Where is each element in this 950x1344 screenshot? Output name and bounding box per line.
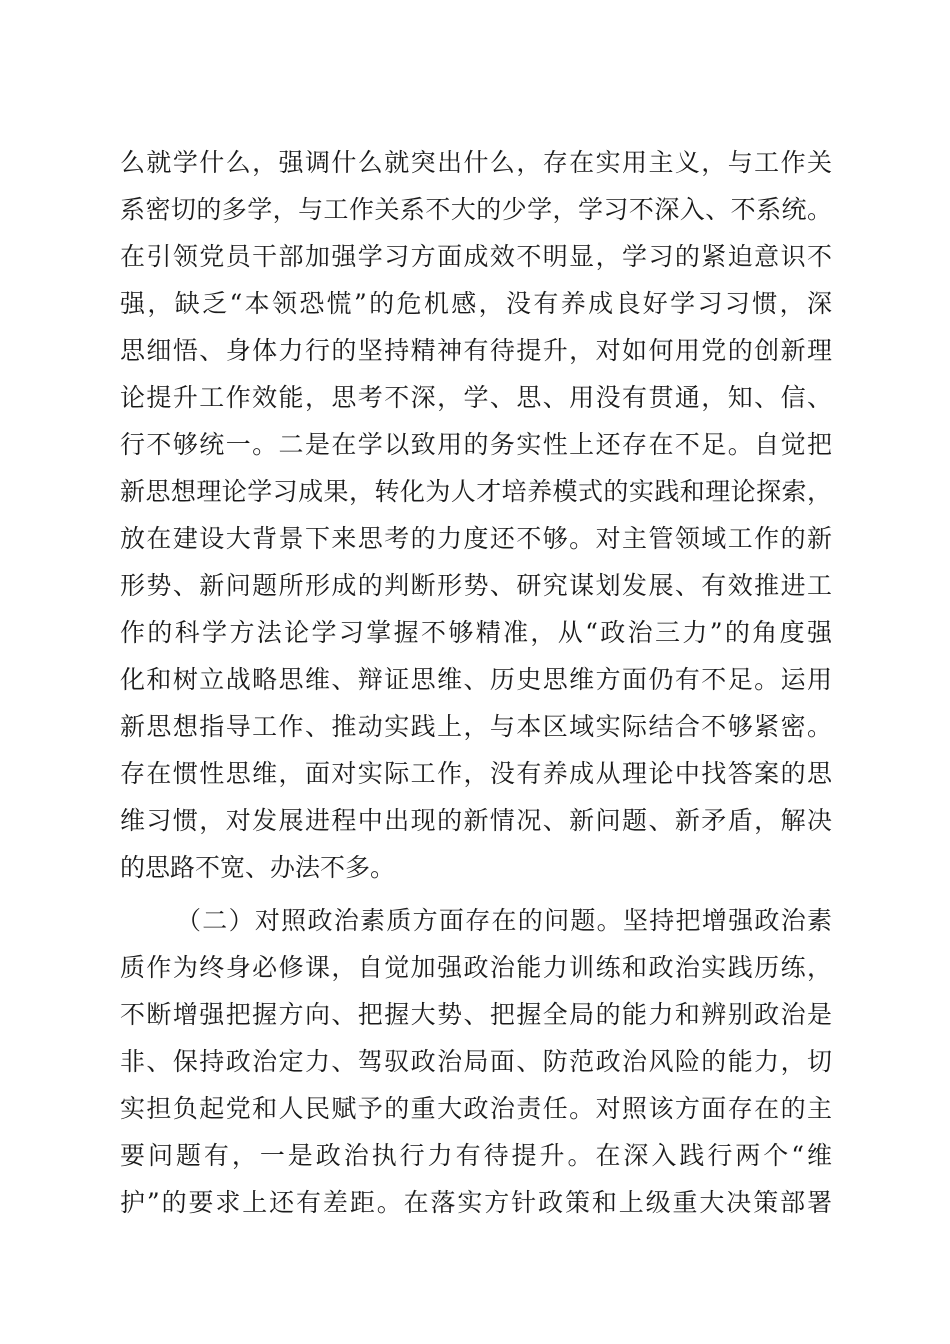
text-line: 的思路不宽、办法不多。 bbox=[120, 853, 396, 882]
text-line: 强，缺乏“本领恐慌”的危机感，没有养成良好学习习惯，深 bbox=[120, 289, 832, 318]
text-line: 存在惯性思维，面对实际工作，没有养成从理论中找答案的思 bbox=[120, 759, 832, 788]
text-line: 化和树立战略思维、辩证思维、历史思维方面仍有不足。运用 bbox=[120, 665, 832, 694]
text-line: 思细悟、身体力行的坚持精神有待提升，对如何用党的创新理 bbox=[120, 336, 832, 365]
text-line: 质作为终身必修课，自觉加强政治能力训练和政治实践历练， bbox=[120, 953, 832, 982]
text-line: 新思想理论学习成果，转化为人才培养模式的实践和理论探索， bbox=[120, 477, 832, 506]
text-line: 行不够统一。二是在学以致用的务实性上还存在不足。自觉把 bbox=[120, 430, 832, 459]
text-line: 作的科学方法论学习掌握不够精准，从“政治三力”的角度强 bbox=[120, 618, 832, 647]
text-line: 维习惯，对发展进程中出现的新情况、新问题、新矛盾，解决 bbox=[120, 806, 832, 835]
text-line: 不断增强把握方向、把握大势、把握全局的能力和辨别政治是 bbox=[120, 1000, 832, 1029]
text-line: 新思想指导工作、推动实践上，与本区域实际结合不够紧密。 bbox=[120, 712, 832, 741]
text-line: 在引领党员干部加强学习方面成效不明显，学习的紧迫意识不 bbox=[120, 242, 832, 271]
text-line: 么就学什么，强调什么就突出什么，存在实用主义，与工作关 bbox=[120, 148, 832, 177]
text-line: 形势、新问题所形成的判断形势、研究谋划发展、有效推进工 bbox=[120, 571, 832, 600]
section-heading-line: （二）对照政治素质方面存在的问题。坚持把增强政治素 bbox=[176, 906, 832, 935]
text-line: 实担负起党和人民赋予的重大政治责任。对照该方面存在的主 bbox=[120, 1094, 832, 1123]
text-line: 护”的要求上还有差距。在落实方针政策和上级重大决策部署 bbox=[120, 1188, 832, 1217]
text-line: 非、保持政治定力、驾驭政治局面、防范政治风险的能力，切 bbox=[120, 1047, 832, 1076]
text-line: 系密切的多学，与工作关系不大的少学，学习不深入、不系统。 bbox=[120, 195, 832, 224]
text-line: 放在建设大背景下来思考的力度还不够。对主管领域工作的新 bbox=[120, 524, 832, 553]
text-line: 要问题有，一是政治执行力有待提升。在深入践行两个“维 bbox=[120, 1141, 832, 1170]
text-line: 论提升工作效能，思考不深，学、思、用没有贯通，知、信、 bbox=[120, 383, 832, 412]
